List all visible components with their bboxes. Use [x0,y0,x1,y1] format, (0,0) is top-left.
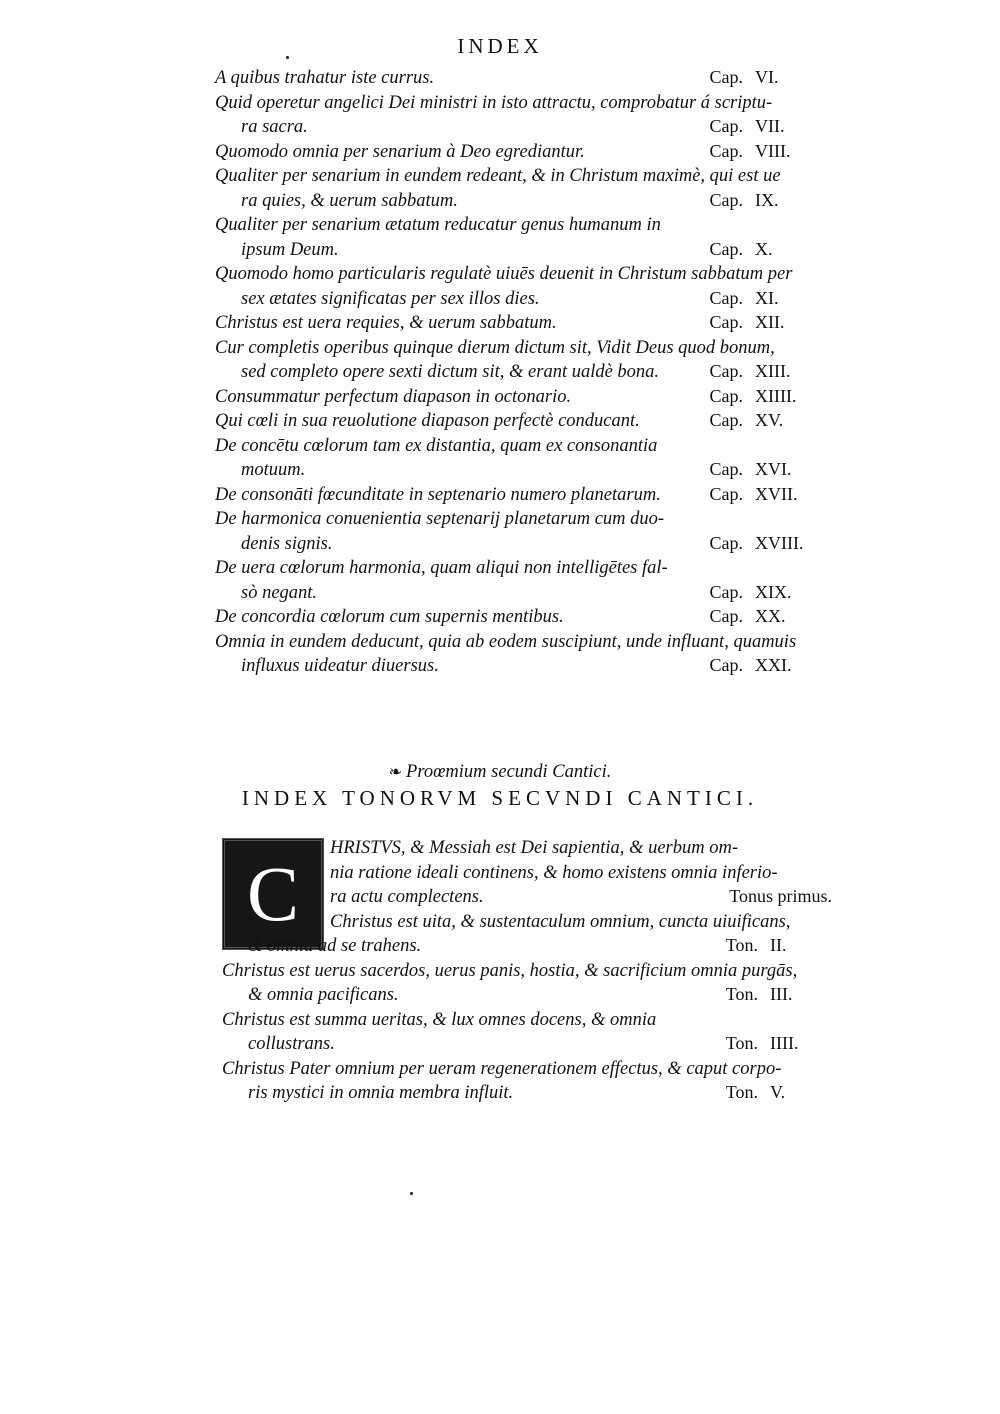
chapter-ref: Cap. XX. [709,606,786,626]
chapter-ref: Cap. XIIII. [709,385,797,406]
chapter-ref: Cap. XIII. [709,361,791,381]
chapter-index-list [215,66,835,679]
entry-line: ra quies, & uerum sabbatum. [241,190,458,211]
entry-line: De consonāti fœcunditate in septenario numero planetarum. [215,484,661,505]
entry-line: Quid operetur angelici Dei ministri in isto attractu, comprobatur á scriptu- [215,92,773,113]
index-entry [215,311,835,336]
entry-line: Consummatur perfectum diapason in octonario. [215,386,572,407]
entry-line: ra sacra. [241,117,308,137]
entry-line: sex ætates significatas per sex illos dies. [241,288,540,309]
entry-line: Christus est summa ueritas, & lux omnes docens, & omnia [222,1009,657,1030]
index-entry [222,910,842,959]
proemium-text: Proœmium secundi Cantici. [406,762,612,782]
chapter-ref: Cap. VII. [709,116,785,136]
entry-line: denis signis. [241,533,333,554]
entry-line: De harmonica conuenientia septenarij planetarum cum duo- [215,509,665,529]
chapter-ref: Cap. XVII. [709,483,798,504]
entry-line: sò negant. [241,582,318,603]
index-entry [215,164,835,213]
chapter-ref: Cap. XV. [709,410,784,430]
decorated-initial: C [222,838,324,950]
entry-line: Quomodo omnia per senarium à Deo egrediantur. [215,141,585,162]
index-entry [215,434,835,483]
index-entry [215,91,835,140]
index-entry [215,630,835,679]
chapter-ref: Cap. XXI. [709,655,792,675]
page-header: INDEX [457,34,543,58]
entry-line: & omnia pacificans. [248,985,399,1005]
entry-line: influxus uideatur diuersus. [241,656,439,676]
tonorum-index-list [222,836,842,1106]
entry-line: Qualiter per senarium ætatum reducatur genus humanum in [215,215,661,235]
index-entry [215,409,835,434]
chapter-ref: Cap. XVI. [709,459,792,479]
ink-speck [286,56,289,59]
entry-line: Cur completis operibus quinque dierum dictum sit, Vidit Deus quod bonum, [215,337,775,358]
index-entry [215,605,835,630]
chapter-ref: Cap. X. [709,238,773,259]
index-entry [215,213,835,262]
entry-line: nia ratione ideali continens, & homo existens omnia inferio- [330,862,778,883]
tonus-ref: Tonus primus. [729,886,832,906]
chapter-ref: Cap. XVIII. [709,532,804,553]
index-entry [215,140,835,165]
index-entry [215,556,835,605]
chapter-ref: Cap. VI. [709,67,779,87]
ink-speck [410,1192,413,1195]
index-entry [222,1057,842,1106]
entry-line: Christus est uera requies, & uerum sabbatum. [215,313,557,333]
entry-line: Qualiter per senarium in eundem redeant, & in Christum maximè, qui est ue [215,166,781,186]
index-entry [222,959,842,1008]
entry-line: & omnia ad se trahens. [248,936,422,956]
entry-line: Christus Pater omnium per ueram regenerationem effectus, & caput corpo- [222,1058,782,1079]
index-entry [215,66,835,91]
entry-line: De uera cœlorum harmonia, quam aliqui non intelligētes fal- [215,558,668,578]
index-entry [215,483,835,508]
entry-line: De concētu cœlorum tam ex distantia, quam ex consonantia [215,435,658,456]
chapter-ref: Cap. XI. [709,287,779,308]
index-entry [215,262,835,311]
chapter-ref: Cap. VIII. [709,140,791,161]
index-entry [222,836,842,910]
entry-line: Quomodo homo particularis regulatè uiuēs deuenit in Christum sabbatum per [215,264,793,284]
chapter-ref: Cap. XII. [709,312,785,332]
tonus-ref: Ton. II. [725,935,787,955]
index-entry [222,1008,842,1057]
entry-line: Christus est uita, & sustentaculum omnium, cuncta uiuificans, [330,911,791,932]
chapter-ref: Cap. IX. [709,189,779,210]
chapter-ref: Cap. XIX. [709,581,792,602]
entry-line: Omnia in eundem deducunt, quia ab eodem suscipiunt, unde influant, quamuis [215,631,797,652]
entry-line: ra actu complectens. [330,887,484,907]
entry-line: motuum. [241,460,306,480]
index-entry [215,336,835,385]
index-entry [215,507,835,556]
entry-line: De concordia cœlorum cum supernis mentibus. [215,607,564,627]
entry-line: Christus est uerus sacerdos, uerus panis, hostia, & sacrificium omnia purgās, [222,960,798,981]
entry-line: sed completo opere sexti dictum sit, & erant ualdè bona. [241,362,660,382]
tonus-ref: Ton. III. [725,984,793,1004]
index-entry [215,385,835,410]
tonorum-index-title: INDEX TONORVM SECVNDI CANTICI. [241,786,759,810]
tonus-ref: Ton. V. [725,1082,786,1102]
entry-line: ris mystici in omnia membra influit. [248,1083,514,1103]
entry-line: Qui cœli in sua reuolutione diapason perfectè conducant. [215,411,640,431]
fleuron-icon: ❧ [388,764,403,781]
proemium-heading [0,762,1000,783]
entry-line: collustrans. [248,1034,335,1054]
entry-line: ipsum Deum. [241,239,339,260]
entry-line: HRISTVS, & Messiah est Dei sapientia, & uerbum om- [330,838,738,858]
entry-line: A quibus trahatur iste currus. [215,68,435,88]
tonus-ref: Ton. IIII. [725,1033,799,1053]
